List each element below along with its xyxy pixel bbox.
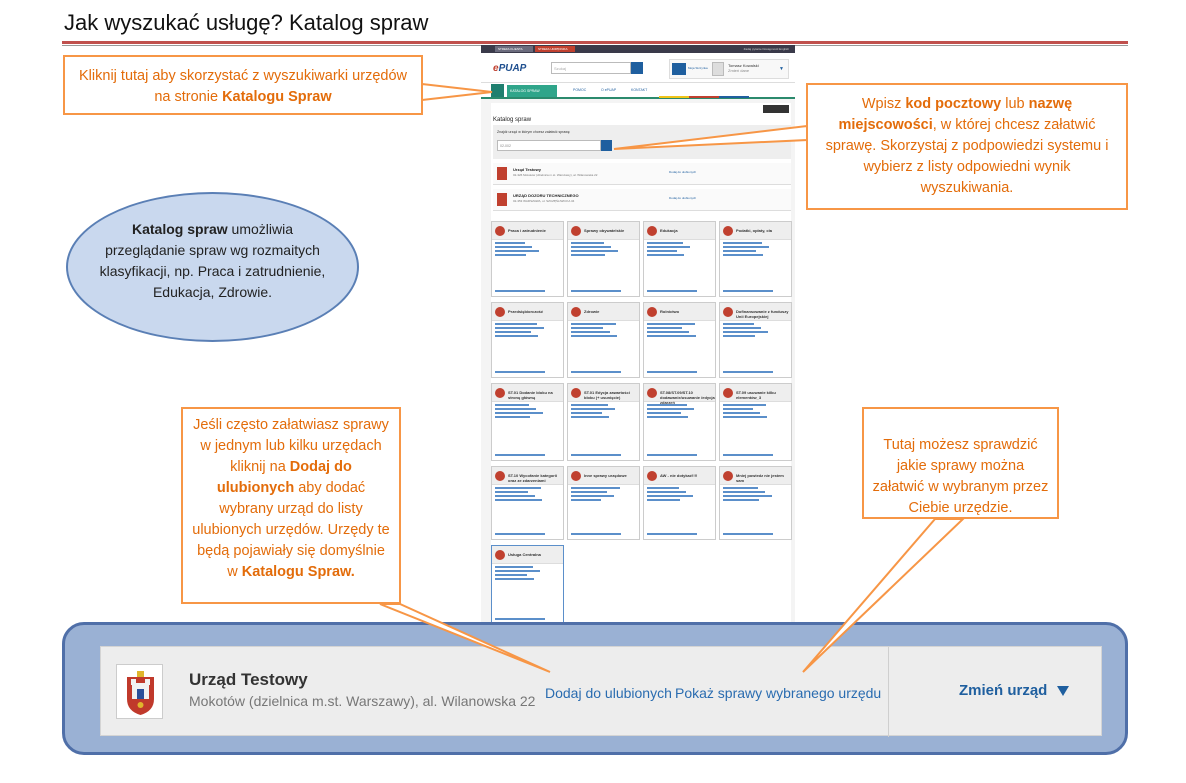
epuap-logo[interactable]: ePUAP	[493, 63, 527, 74]
category-card[interactable]	[719, 221, 792, 297]
category-title: Praca i zatrudnienie	[508, 228, 546, 233]
category-icon	[495, 388, 505, 398]
category-title: Sprawy obywatelskie	[584, 228, 625, 233]
category-icon	[723, 388, 733, 398]
callout-postal-code: Wpisz kod pocztowy lub nazwę miejscowości, w której chcesz załatwić sprawę. Skorzystaj z podpowiedzi systemu i wybierz z listy odpowiedni wynik wyszukiwania.	[806, 83, 1128, 210]
mini-header	[481, 53, 795, 83]
category-title: Zdrowie	[584, 309, 600, 314]
zoom-panel	[62, 622, 1128, 755]
category-card[interactable]	[491, 302, 564, 378]
callout-search: Kliknij tutaj aby skorzystać z wyszukiwarki urzędów na stronie Katalogu Spraw	[63, 55, 423, 115]
category-icon	[723, 226, 733, 236]
category-icon	[495, 550, 505, 560]
mini-search-icon[interactable]	[631, 62, 643, 74]
mini-office-row	[493, 163, 791, 185]
mini-office-search	[493, 125, 791, 159]
category-title: Edukacja	[660, 228, 678, 233]
category-title: Przedsiębiorczość	[508, 309, 544, 314]
mini-content	[491, 103, 791, 625]
category-icon	[571, 388, 581, 398]
mini-office-row	[493, 189, 791, 211]
category-icon	[495, 226, 505, 236]
mini-add-favorite[interactable]: Dodaj do ulubionych	[669, 170, 697, 174]
mini-mailbox-label[interactable]: Moja Skrzynka	[688, 66, 708, 70]
mini-add-favorite[interactable]: Dodaj do ulubionych	[669, 196, 697, 200]
category-card[interactable]	[567, 221, 640, 297]
change-office-button[interactable]: Zmień urząd	[959, 682, 1069, 699]
category-title: ST.01 Dodanie bloku na stronę główną	[508, 390, 553, 400]
category-icon	[571, 471, 581, 481]
mini-tab-urzednik[interactable]: STREFA URZĘDNIKA	[535, 46, 575, 52]
mini-office-addr: 02-353 WARSZAWA, ul. SZCZĘŚLIWICKA 34	[513, 199, 575, 203]
mini-page-title: Katalog spraw	[493, 117, 532, 123]
category-title: ST.09 usuwanie kilku elementów_3	[736, 390, 776, 400]
nav-kontakt[interactable]: KONTAKT	[631, 88, 648, 92]
category-card[interactable]	[643, 383, 716, 461]
category-card[interactable]	[567, 383, 640, 461]
callout-favorites: Jeśli często załatwiasz sprawy w jednym lub kilku urzędach kliknij na Dodaj do ulubionych aby dodać wybrany urząd do listy ulubionych urzędów. Urzędy te będą pojawiały się domyślnie w Katalogu Spraw.	[181, 407, 401, 604]
krakow-crest-icon	[116, 664, 163, 719]
mini-search-input[interactable]: Szukaj	[551, 62, 631, 74]
category-title: Dofinansowanie z funduszy Unii Europejskiej	[736, 309, 789, 319]
category-title: Mniej powiedz nie jestem sam	[736, 473, 784, 483]
caret-down-icon	[1057, 686, 1069, 696]
category-title: Rolnictwo	[660, 309, 680, 314]
catalog-screenshot	[481, 45, 795, 625]
category-icon	[571, 307, 581, 317]
callout-services: Tutaj możesz sprawdzić jakie sprawy można załatwić w wybranym przez Ciebie urzędzie.	[862, 407, 1059, 519]
chevron-down-icon[interactable]: ▼	[779, 66, 784, 72]
nav-pomoc[interactable]: POMOC	[573, 88, 587, 92]
category-icon	[723, 471, 733, 481]
nav-katalog-spraw[interactable]: KATALOG SPRAW	[507, 85, 557, 97]
category-card[interactable]	[567, 302, 640, 378]
category-icon	[495, 471, 505, 481]
category-card[interactable]	[643, 221, 716, 297]
category-icon	[647, 307, 657, 317]
category-card[interactable]	[491, 466, 564, 540]
mini-top-links[interactable]: Zadaj pytanie Dostępność English	[743, 47, 789, 51]
avatar	[712, 62, 724, 76]
category-title: AW - nie dotykać!!!!	[660, 473, 698, 478]
category-icon	[647, 388, 657, 398]
category-icon	[647, 226, 657, 236]
category-card[interactable]	[719, 383, 792, 461]
mini-search-label: Znajdź urząd w którym chcesz załatwić sprawę	[497, 130, 570, 134]
office-name: Urząd Testowy	[189, 670, 308, 689]
info-ellipse: Katalog spraw umożliwia przeglądanie spraw wg rozmaitych klasyfikacji, np. Praca i zatrudnienie, Edukacja, Zdrowie.	[66, 192, 359, 342]
nav-o-epuap[interactable]: O ePUAP	[601, 88, 617, 92]
mini-nav	[481, 83, 795, 99]
category-title: Usługa Centralna	[508, 552, 541, 557]
category-icon	[571, 226, 581, 236]
category-title: ST.01 Edycja zawartości bloku (+ usunięcie)	[584, 390, 630, 400]
category-title: ST.10 Wycofanie kategorii oraz ze zdarzeniami	[508, 473, 558, 483]
mini-search-toggle[interactable]	[763, 105, 789, 113]
crest-icon	[497, 167, 507, 180]
category-card[interactable]	[719, 302, 792, 378]
office-result-row	[100, 646, 1102, 736]
category-card[interactable]	[491, 545, 564, 625]
category-icon	[647, 471, 657, 481]
category-title: Podatki, opłaty, cła	[736, 228, 772, 233]
category-card[interactable]	[491, 383, 564, 461]
mini-office-search-icon[interactable]	[601, 140, 612, 151]
category-card[interactable]	[719, 466, 792, 540]
category-card[interactable]	[567, 466, 640, 540]
title-rule	[62, 41, 1128, 44]
mini-user-name: Tomasz Kowalski Zmień dane	[728, 63, 759, 73]
mini-office-addr: 02-326 Mokotów (dzielnica m.st. Warszawy), al. Wilanowska 22	[513, 173, 598, 177]
divider	[888, 647, 889, 737]
mini-office-name: URZĄD DOZORU TECHNICZNEGO	[513, 193, 579, 198]
postal-code-input[interactable]: 02-002	[497, 140, 601, 151]
mini-topbar	[481, 45, 795, 53]
crest-icon	[497, 193, 507, 206]
mini-tab-klient[interactable]: STREFA KLIENTA	[495, 46, 533, 52]
mini-office-name: Urząd Testowy	[513, 167, 541, 172]
category-card[interactable]	[643, 302, 716, 378]
mailbox-icon[interactable]	[672, 63, 686, 75]
category-icon	[723, 307, 733, 317]
category-title: ST.08/ST.09/ST.10 dodawanie/usuwanie /edycja zdarzeń	[660, 390, 715, 405]
slide-title: Jak wyszukać usługę? Katalog spraw	[64, 10, 429, 35]
show-services-link[interactable]: Pokaż sprawy wybranego urzędu	[675, 685, 882, 701]
office-address: Mokotów (dzielnica m.st. Warszawy), al. Wilanowska 22	[189, 693, 536, 709]
add-to-favorites-link[interactable]: Dodaj do ulubionych	[545, 685, 672, 701]
mini-user-panel[interactable]	[669, 59, 789, 79]
category-title: Inne sprawy urzędowe	[584, 473, 627, 478]
home-icon[interactable]	[491, 84, 504, 97]
category-card[interactable]	[491, 221, 564, 297]
category-icon	[495, 307, 505, 317]
category-card[interactable]	[643, 466, 716, 540]
